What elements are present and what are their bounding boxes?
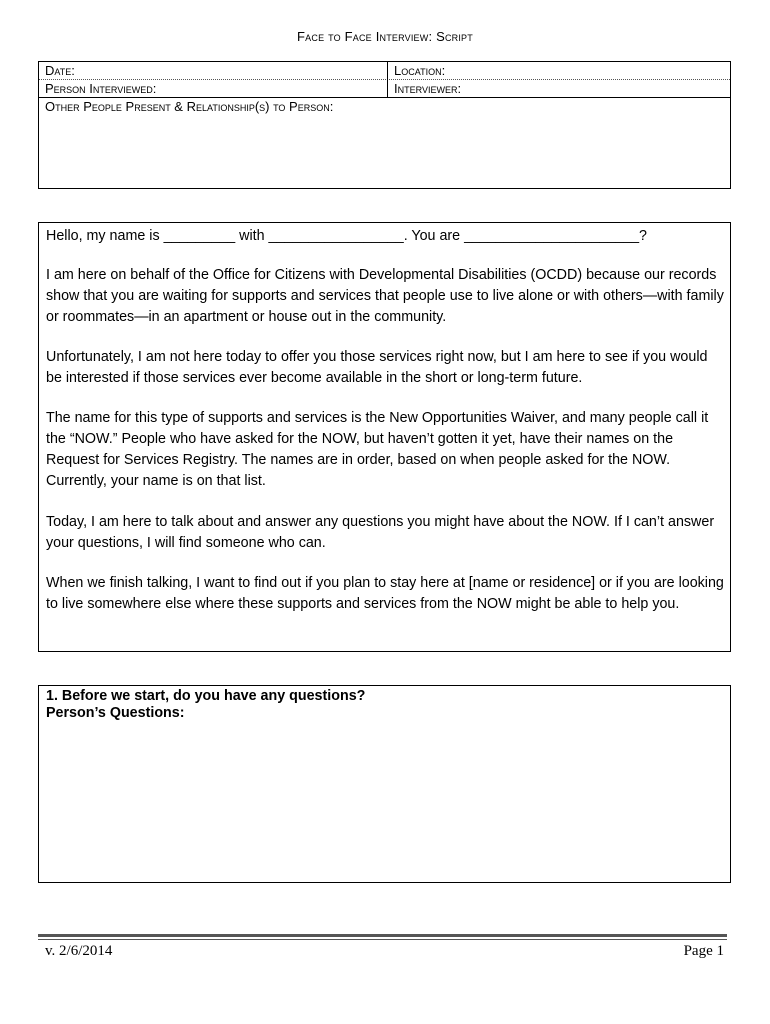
interviewer-label: Interviewer: (394, 81, 462, 96)
questions-box (38, 685, 731, 883)
script-paragraph-today: Today, I am here to talk about and answer any questions you might have about the NOW. If I can’t answer your questions, I will find someone who can. (46, 514, 715, 551)
interview-info-table (38, 61, 731, 189)
script-paragraph-now-waiver: The name for this type of supports and services is the New Opportunities Waiver, and many people call it the “NOW.” People who have asked for the NOW, but haven’t gotten it yet, have their names on the Request for Services Registry. The names are in order, based on when people asked for the NOW. Currently, your name is on that list. (46, 410, 709, 489)
script-paragraph-unfortunately: Unfortunately, I am not here today to offer you those services right now, but I am here to see if you would be interested if those services ever become available in the short or long-term future. (46, 349, 708, 386)
footer-rule-thin (38, 939, 727, 940)
script-paragraph-finish: When we finish talking, I want to find out if you plan to stay here at [name or residence] or if you are looking to live somewhere else where these supports and services from the NOW might be able to help you. (46, 575, 724, 612)
footer-page-number: Page 1 (683, 943, 724, 959)
info-table-divider (387, 62, 388, 98)
script-box (38, 222, 731, 652)
script-paragraph-purpose: I am here on behalf of the Office for Citizens with Developmental Disabilities (OCDD) because our records show that you are waiting for supports and services that people use to live alone or with others—with family or roommates—in an apartment or house out in the community. (46, 267, 724, 325)
other-people-label: Other People Present & Relationship(s) to Person: (45, 99, 334, 114)
location-label: Location: (394, 63, 446, 78)
persons-questions-label: Person’s Questions: (46, 705, 185, 721)
person-interviewed-label: Person Interviewed: (45, 81, 157, 96)
info-row-person-interviewer (39, 80, 730, 98)
info-row-date-location (39, 62, 730, 80)
document-title: Face to Face Interview: Script (297, 29, 473, 44)
question-1: 1. Before we start, do you have any questions? (46, 688, 366, 704)
footer-version: v. 2/6/2014 (45, 943, 113, 959)
date-label: Date: (45, 63, 75, 78)
script-paragraph-greeting: Hello, my name is _________ with _________________. You are ______________________? (46, 228, 647, 244)
footer-rule-thick (38, 934, 727, 937)
